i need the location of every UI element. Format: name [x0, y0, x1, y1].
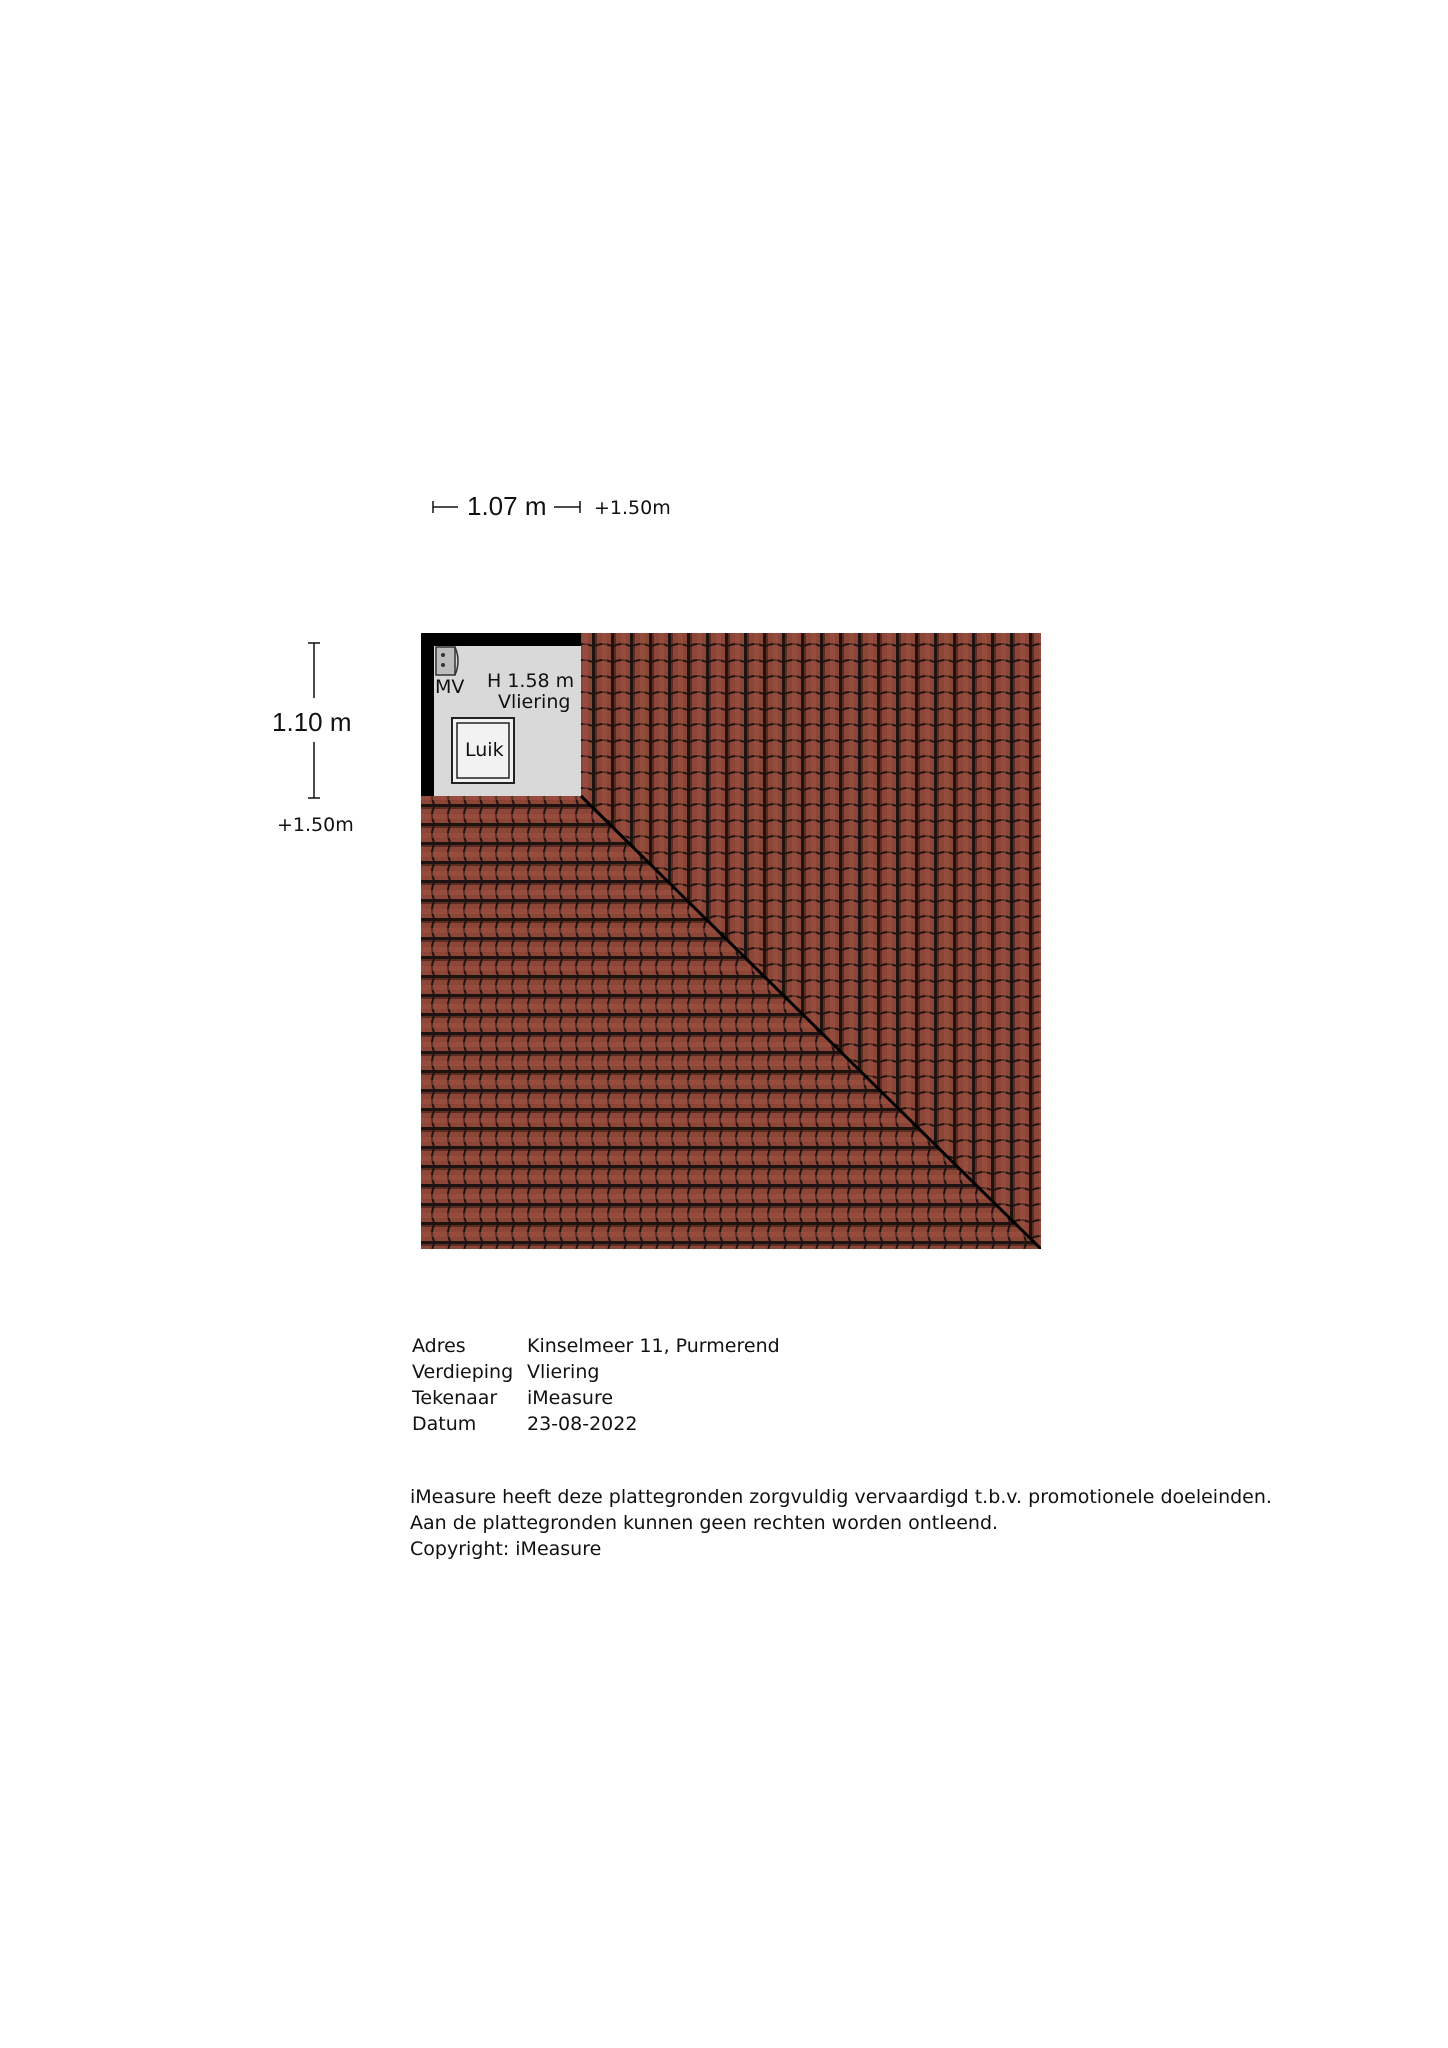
disclaimer-line: iMeasure heeft deze plattegronden zorgvuldig vervaardigd t.b.v. promotionele doeleinden.	[410, 1486, 1272, 1508]
height-offset-label: +1.50m	[277, 814, 354, 836]
disclaimer-line: Copyright: iMeasure	[410, 1538, 602, 1560]
floor-plan	[421, 633, 1041, 1249]
info-label-datum: Datum	[412, 1413, 477, 1435]
room-name-label: Vliering	[498, 691, 571, 713]
info-value-datum: 23-08-2022	[527, 1413, 638, 1435]
hatch-label: Luik	[465, 739, 504, 761]
info-value-tekenaar: iMeasure	[527, 1387, 614, 1409]
mv-unit-icon	[436, 647, 458, 675]
info-label-verdieping: Verdieping	[412, 1361, 514, 1383]
info-value-verdieping: Vliering	[527, 1361, 600, 1383]
width-offset-label: +1.50m	[594, 497, 671, 519]
mv-label: MV	[435, 676, 465, 698]
room-height-label: H 1.58 m	[487, 670, 575, 692]
info-label-tekenaar: Tekenaar	[412, 1387, 498, 1409]
info-label-adres: Adres	[412, 1335, 466, 1357]
wall-left	[421, 633, 434, 796]
disclaimer-line: Aan de plattegronden kunnen geen rechten worden ontleend.	[410, 1512, 999, 1534]
floor-plan-drawing	[421, 633, 1041, 1249]
width-dimension-label: 1.07 m	[467, 491, 547, 521]
wall-top	[421, 633, 581, 646]
info-value-adres: Kinselmeer 11, Purmerend	[527, 1335, 780, 1357]
height-dimension-label: 1.10 m	[272, 707, 352, 737]
